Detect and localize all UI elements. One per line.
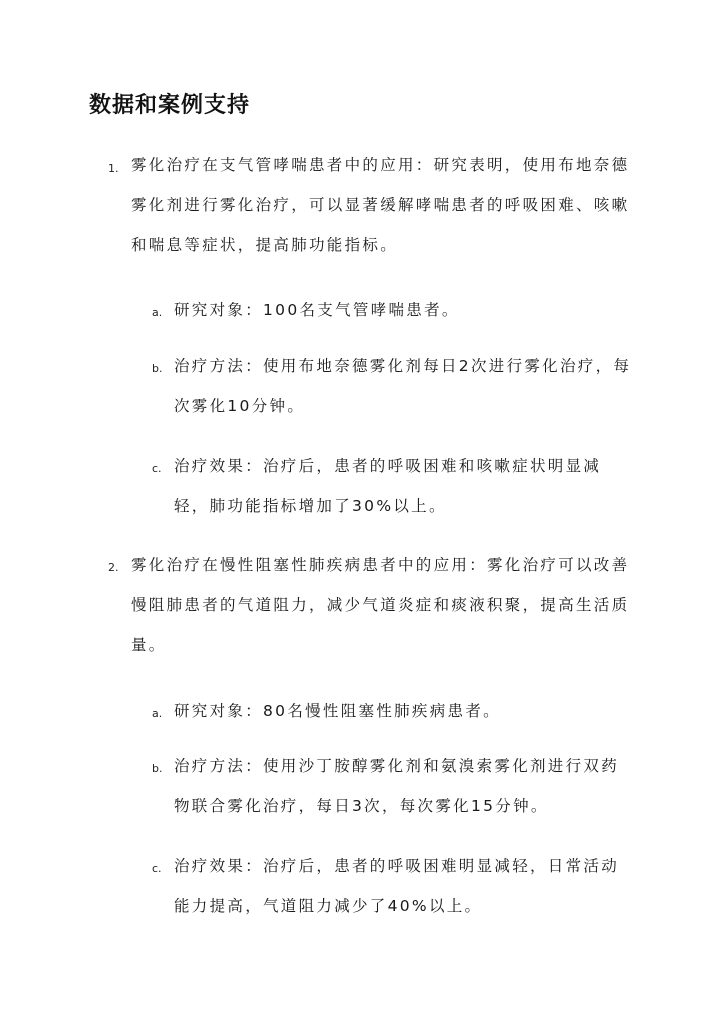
sub-item-marker: a.: [152, 306, 163, 319]
list-item-number: 2.: [108, 561, 119, 574]
section-heading: 数据和案例支持: [89, 93, 251, 118]
sub-item-marker: b.: [152, 362, 163, 375]
sub-item-marker: b.: [152, 762, 163, 775]
list-item-text: 雾化治疗在慢性阻塞性肺疾病患者中的应用：雾化治疗可以改善慢阻肺患者的气道阻力，减少气道炎症和痰液积聚，提高生活质量。: [131, 556, 630, 654]
sub-item-text: 研究对象：80名慢性阻塞性肺疾病患者。: [174, 702, 501, 720]
list-item-text: 雾化治疗在支气管哮喘患者中的应用：研究表明，使用布地奈德雾化剂进行雾化治疗，可以显著缓解哮喘患者的呼吸困难、咳嗽和喘息等症状，提高肺功能指标。: [131, 156, 630, 254]
sub-item-text: 治疗方法：使用沙丁胺醇雾化剂和氨溴索雾化剂进行双药物联合雾化治疗，每日3次，每次雾化15分钟。: [174, 757, 620, 815]
sub-item-text: 治疗方法：使用布地奈德雾化剂每日2次进行雾化治疗，每次雾化10分钟。: [174, 357, 632, 415]
sub-item-marker: a.: [152, 707, 163, 720]
sub-item-text: 治疗效果：治疗后，患者的呼吸困难明显减轻，日常活动能力提高，气道阻力减少了40%以上。: [174, 857, 620, 915]
sub-item-marker: c.: [152, 462, 162, 475]
sub-item-marker: c.: [152, 862, 162, 875]
sub-item-text: 治疗效果：治疗后，患者的呼吸困难和咳嗽症状明显减轻，肺功能指标增加了30%以上。: [174, 457, 602, 515]
list-item-number: 1.: [108, 162, 119, 175]
sub-item-text: 研究对象：100名支气管哮喘患者。: [174, 301, 460, 319]
